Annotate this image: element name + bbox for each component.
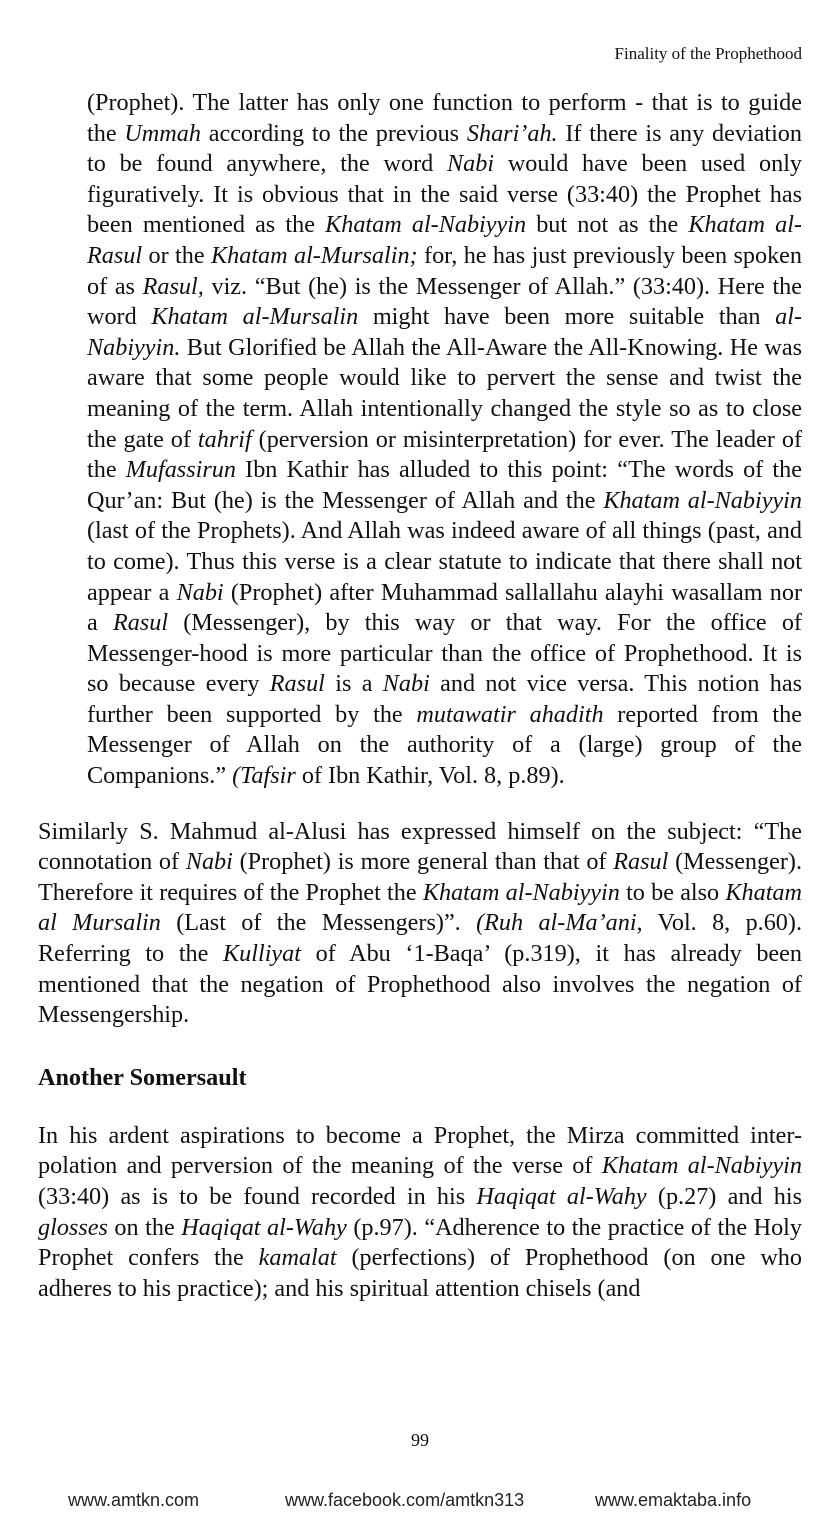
italic-term: Shari’ah. [466,119,558,147]
text-run: viz. “But (he) is the Messenger of Allah.” (33:40). Here the word [87,272,802,331]
section-heading: Another Somersault [38,1063,247,1091]
text-run: (Prophet). The latter has only one function to perform - that is to guide the [87,89,802,147]
text-run: reported from the Messenger of Allah on the authority of a (large) group of the Companions.” [87,700,802,790]
italic-term: Haqiqat al-Wahy [181,1213,347,1241]
page-number: 99 [411,1430,429,1450]
text-run: (p.97). “Adherence to the practice of the Holy Prophet confers the [38,1213,802,1272]
italic-term: kamalat [258,1244,337,1272]
text-run: or the [142,241,211,269]
text-run: of Ibn Kathir, Vol. 8, p.89). [295,762,565,790]
text-run: might have been more suitable than [358,303,776,331]
text-run: Vol. 8, p.60). Referring to the [38,909,803,968]
italic-term: (Tafsir [232,762,296,790]
text-run: (perfections) of Prophethood (on one who adheres to his practice); and his spiritual attention chisels (and [38,1244,802,1302]
text-run: Ibn Kathir has alluded to this point: “The words of the Qur’an: But (he) is the Messenger of Allah and the [87,456,802,514]
text-run: (perversion or misinterpretation) for ever. The leader of the [87,425,803,484]
text-run: (Messenger). Therefore it requires of the Prophet the [38,848,803,906]
italic-term: Khatam al Mursalin [38,878,802,937]
italic-term: glosses [38,1213,108,1241]
text-run: but not as the [526,211,689,239]
italic-term: Khatam al-Nabiyyin [601,1152,802,1180]
text-run: (p.27) and his [646,1183,802,1210]
footer-link-amtkn[interactable]: www.amtkn.com [68,1490,200,1510]
text-run: But Glorified be Allah the All-Aware the All-Knowing. He was aware that some people would like to pervert the sense and twist the meaning of the term. Allah intentionally changed the style so as to close the gate of [87,333,802,453]
italic-term: Mufassirun [125,456,236,484]
text-run: (33:40) as is to be found recorded in his [38,1183,477,1210]
italic-term: Ummah [124,119,201,147]
italic-term: Khatam al-Mursalin [151,303,359,331]
italic-term: tahrif [197,425,252,453]
italic-term: Rasul [613,848,669,876]
text-run: If there is any deviation to be found anywhere, the word [87,119,802,178]
italic-term: Nabi [185,848,233,876]
text-run: to be also [619,878,726,906]
italic-term: Haqiqat al-Wahy [476,1183,647,1210]
italic-term: Khatam al-Nabiyyin [325,211,527,239]
text-run: is a [324,670,383,698]
italic-term: Rasul, [142,272,204,300]
footer-link-emaktaba[interactable]: www.emaktaba.info [595,1490,752,1510]
text-run: (Messenger), by this way or that way. For the office of Messenger-hood is more particular than the office of Prophethood. It is so because every [87,609,802,698]
italic-term: mutawatir ahadith [416,700,604,728]
text-run: according to the previous [200,119,467,147]
quoted-paragraph [38,88,802,792]
text-run: Similarly S. Mahmud al-Alusi has expressed himself on the subject: “The connotation of [38,817,802,876]
body-paragraph [38,817,802,1031]
italic-term: (Ruh al-Ma’ani, [476,909,643,937]
italic-term: Khatam al-Mursalin; [211,241,418,269]
text-run: (last of the Prophets). And Allah was indeed aware of all things (past, and to come). Thus this verse is a clear statute to indicate that there shall not appear a [87,517,802,606]
italic-term: Khatam al-Nabiyyin [603,486,802,514]
italic-term: Nabi [382,670,430,698]
text-run: In his ardent aspirations to become a Prophet, the Mirza committed inter-polation and perversion of the meaning of the verse of [38,1121,802,1180]
italic-term: Rasul [269,670,325,698]
italic-term: Nabi [176,578,224,606]
text-run: (Prophet) is more general than that of [232,848,614,876]
body-paragraph [38,1121,802,1305]
text-run: of Abu ‘1-Baqa’ (p.319), it has already been mentioned that the negation of Prophethood also involves the negation of Messengership. [38,940,802,1029]
italic-term: Kulliyat [223,940,301,968]
text-run: on the [107,1213,182,1241]
running-header-title: Finality of the Prophethood [614,44,802,63]
text-run: (Last of the Messengers)”. [160,909,477,937]
page-body [38,88,802,1304]
italic-term: Khatam al-Rasul [87,211,802,269]
text-run: and not vice versa. This notion has further been supported by the [87,670,803,728]
text-run: (Prophet) after Muhammad sallallahu alayhi wasallam nor a [87,578,802,637]
italic-term: Nabi [447,150,495,178]
italic-term: al-Nabiyyin. [87,303,802,361]
footer-link-facebook[interactable]: www.facebook.com/amtkn313 [285,1490,525,1510]
text-run: for, he has just previously been spoken of as [87,241,802,300]
italic-term: Khatam al-Nabiyyin [422,878,620,906]
italic-term: Rasul [112,609,169,637]
text-run: would have been used only figuratively. It is obvious that in the said verse (33:40) the Prophet has been mentioned as the [87,150,803,239]
